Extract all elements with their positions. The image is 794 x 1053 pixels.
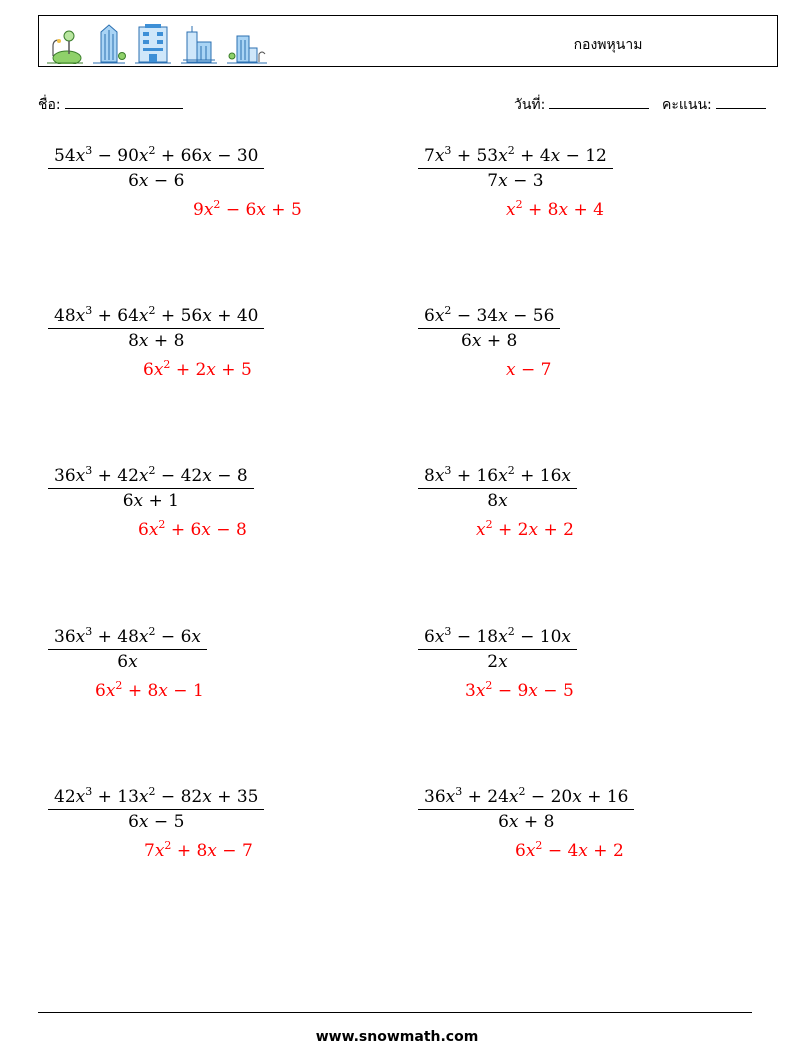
denominator: 6x − 6 <box>128 171 185 191</box>
worksheet-header <box>38 15 778 67</box>
denominator: 6x − 5 <box>128 812 185 832</box>
numerator: $7x^3 + 53x^2 + 4x - 12$ <box>418 146 613 169</box>
worksheet-title: กองพหุนาม <box>573 37 643 53</box>
footer-divider <box>38 1012 752 1013</box>
fraction <box>48 627 207 672</box>
problem-7 <box>48 625 207 701</box>
problem-5 <box>48 464 254 540</box>
score-field <box>662 94 766 116</box>
score-label: คะแนน: <box>662 97 712 113</box>
name-label: ชื่อ: <box>38 97 61 113</box>
numerator: $42x^3 + 13x^2 - 82x + 35$ <box>48 787 264 810</box>
fraction <box>48 787 264 832</box>
answer: $7x^2 + 8x - 7$ <box>144 839 253 861</box>
problem-1 <box>48 144 302 220</box>
numerator: $54x^3 - 90x^2 + 66x - 30$ <box>48 146 264 169</box>
problem-6 <box>418 464 577 540</box>
date-blank[interactable] <box>549 94 649 109</box>
denominator: 6x + 1 <box>122 491 179 511</box>
fraction <box>418 306 560 351</box>
answer: $x^2 + 2x + 2$ <box>476 518 574 540</box>
fraction <box>418 627 577 672</box>
answer: $6x^2 + 6x - 8$ <box>138 518 247 540</box>
answer: $9x^2 - 6x + 5$ <box>193 198 302 220</box>
numerator: $6x^3 - 18x^2 - 10x$ <box>418 627 577 650</box>
fraction <box>48 146 264 191</box>
office-building-icon <box>133 22 173 64</box>
denominator: 2x <box>487 652 508 672</box>
numerator: $48x^3 + 64x^2 + 56x + 40$ <box>48 306 264 329</box>
denominator: 6x <box>117 652 138 672</box>
denominator: 8x + 8 <box>128 331 185 351</box>
problem-8 <box>418 625 577 701</box>
fraction <box>48 306 264 351</box>
fraction <box>418 466 577 511</box>
date-label: วันที่: <box>514 97 546 113</box>
footer-url: www.snowmath.com <box>315 1029 479 1045</box>
fraction <box>418 146 613 191</box>
fraction <box>418 787 634 832</box>
denominator: 6x + 8 <box>461 331 518 351</box>
numerator: $6x^2 - 34x - 56$ <box>418 306 560 329</box>
denominator: 6x + 8 <box>498 812 555 832</box>
problem-3 <box>48 304 264 380</box>
denominator: 7x − 3 <box>487 171 544 191</box>
problem-10 <box>418 785 634 861</box>
date-field <box>514 94 649 116</box>
score-blank[interactable] <box>716 94 766 109</box>
answer: $6x^2 - 4x + 2$ <box>515 839 624 861</box>
header-icons <box>45 22 267 64</box>
answer: $x^2 + 8x + 4$ <box>506 198 604 220</box>
problem-4 <box>418 304 560 380</box>
answer: $6x^2 + 2x + 5$ <box>143 358 252 380</box>
answer: $6x^2 + 8x - 1$ <box>95 679 204 701</box>
skyscraper-icon <box>91 22 127 64</box>
numerator: $36x^3 + 42x^2 - 42x - 8$ <box>48 466 254 489</box>
numerator: $36x^3 + 24x^2 - 20x + 16$ <box>418 787 634 810</box>
answer: $3x^2 - 9x - 5$ <box>465 679 574 701</box>
answer: x − 7 <box>506 360 552 380</box>
name-blank[interactable] <box>65 94 183 109</box>
denominator: 8x <box>487 491 508 511</box>
park-tree-icon <box>45 22 85 64</box>
numerator: $8x^3 + 16x^2 + 16x$ <box>418 466 577 489</box>
numerator: $36x^3 + 48x^2 - 6x$ <box>48 627 207 650</box>
fraction <box>48 466 254 511</box>
city-buildings-icon <box>179 22 219 64</box>
problem-2 <box>418 144 613 220</box>
name-field <box>38 94 183 116</box>
town-buildings-icon <box>225 22 267 64</box>
problem-9 <box>48 785 264 861</box>
